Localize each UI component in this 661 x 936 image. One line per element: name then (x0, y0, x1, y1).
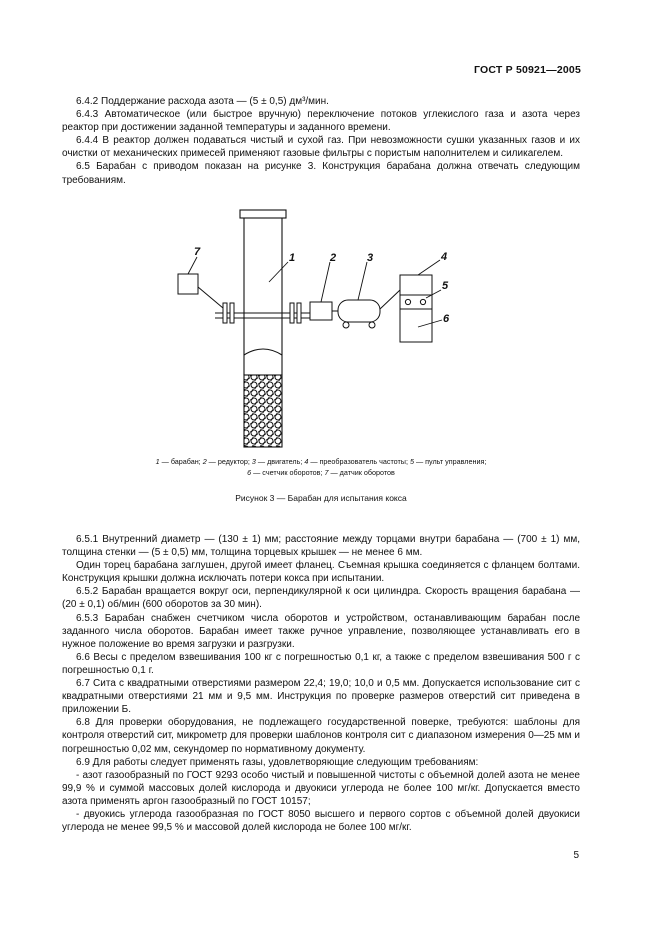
figure-legend-line-1: 1 — барабан; 2 — редуктор; 3 — двигатель; 4 — преобразователь частоты; 5 — пульт управления; (155, 457, 487, 466)
label-2: 2 (330, 252, 337, 264)
figure-legend (62, 456, 580, 478)
counter-6 (400, 309, 432, 342)
axle-and-links (178, 274, 432, 342)
label-4: 4 (441, 251, 448, 263)
paragraph: 6.4.4 В реактор должен подаваться чистый и сухой газ. При невозможности сушки указанных газов и их очистки от механических примесей применяют газовые фильтры с пористым наполнителем и силикагелем. (62, 135, 580, 160)
paragraph: 6.9 Для работы следует применять газы, удовлетворяющие следующим требованиям: (76, 756, 479, 768)
document-header: ГОСТ Р 50921—2005 (473, 64, 581, 76)
paragraph: - азот газообразный по ГОСТ 9293 особо чистый и повышенной чистоты с объемной долей азота не менее 99,9 % и суммой массовых долей кислорода и двуокиси углерода не более 100 мг/кг. Допускается вместо азота применять аргон газообразный по ГОСТ 10157; (62, 769, 580, 807)
label-7: 7 (194, 246, 201, 258)
text-block-top (62, 95, 580, 187)
paragraph: - двуокись углерода газообразная по ГОСТ 8050 высшего и первого сортов с объемной долей двуокиси углерода не менее 99,5 % и массовой долей кислорода не более 100 мг/кг. (62, 808, 580, 834)
paragraph: 6.8 Для проверки оборудования, не подлежащего государственной поверке, требуются: шаблоны для контроля отверстий сит, микрометр для проверки шаблонов контроля сит с диапазоном измерения 0—25 мм и погрешностью 0,02 мм, секундомер по нормативному документу. (62, 717, 580, 755)
paragraph: Один торец барабана заглушен, другой имеет фланец. Съемная крышка соединяется с фланцем болтами. Конструкция крышки должна исключать потери кокса при испытании. (62, 560, 580, 585)
label-6: 6 (443, 313, 450, 325)
paragraph: 6.6 Весы с пределом взвешивания 100 кг с погрешностью 0,1 кг, а также с пределом взвешивания 500 г с погрешностью 0,1 г. (62, 651, 580, 676)
figure-title: Рисунок 3 — Барабан для испытания кокса (235, 493, 407, 503)
drum-lid (244, 349, 282, 355)
drum-top-cap (240, 210, 286, 218)
paragraph: 6.4.3 Автоматическое (или быстрое вручную) переключение потоков углекислого газа и азота через реактор при достижении заданной температуры и заданного времени. (62, 109, 580, 134)
page-number: 5 (573, 850, 579, 861)
label-3: 3 (367, 252, 374, 264)
figure-drum-diagram (170, 205, 470, 450)
label-1: 1 (289, 252, 296, 264)
motor-3 (338, 300, 380, 322)
reducer-2 (310, 302, 332, 320)
paragraph: 6.5.1 Внутренний диаметр — (130 ± 1) мм; расстояние между торцами внутри барабана — (700 ± 1) мм, толщина стенки — (5 ± 0,5) мм, толщина торцевых крышек — не менее 6 мм. (62, 534, 580, 559)
sensor-7 (178, 274, 198, 294)
paragraph: 6.5 Барабан с приводом показан на рисунке 3. Конструкция барабана должна отвечать следующим требованиям. (62, 161, 580, 186)
figure-legend-line-2: 6 — счетчик оборотов; 7 — датчик оборотов (247, 468, 395, 477)
paragraph: 6.5.3 Барабан снабжен счетчиком числа оборотов и устройством, останавливающим барабан после заданного числа оборотов. Барабан имеет также ручное управление, позволяющее устанавливать его в нужное положение во время загрузки и разгрузки. (62, 612, 580, 650)
text-block-bottom (62, 533, 580, 834)
paragraph: 6.4.2 Поддержание расхода азота — (5 ± 0,5) дм³/мин. (76, 96, 329, 107)
label-5: 5 (442, 280, 449, 292)
coke-fill (244, 375, 282, 447)
paragraph: 6.7 Сита с квадратными отверстиями размером 22,4; 19,0; 10,0 и 0,5 мм. Допускается использование сит с квадратными отверстиями 21 мм и 9,5 мм. Инструкция по проверке размеров отверстий сит приведена в приложении Б. (62, 678, 580, 716)
drum (240, 210, 286, 447)
paragraph: 6.5.2 Барабан вращается вокруг оси, перпендикулярной к оси цилиндра. Скорость вращения барабана — (20 ± 0,1) об/мин (600 оборотов за 30 мин). (62, 586, 580, 611)
